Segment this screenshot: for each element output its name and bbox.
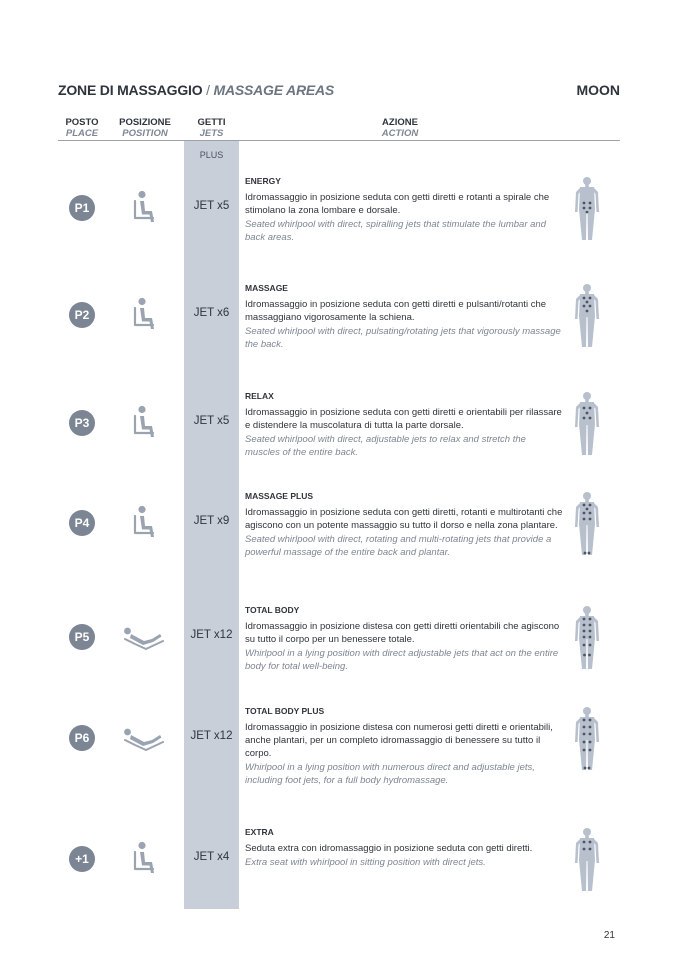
- jet-dot: [589, 749, 592, 752]
- program-name: ENERGY: [245, 176, 281, 186]
- jet-dot: [584, 552, 587, 555]
- massage-row: [0, 176, 678, 283]
- jet-dot: [589, 719, 592, 722]
- jet-dot: [583, 417, 586, 420]
- seated-position-icon: [122, 503, 166, 543]
- place-badge: P5: [69, 624, 95, 650]
- header-divider: [58, 140, 620, 141]
- jet-dot: [583, 749, 586, 752]
- program-name: RELAX: [245, 391, 274, 401]
- jet-dot: [589, 644, 592, 647]
- jet-dot: [589, 297, 592, 300]
- jet-dot: [583, 644, 586, 647]
- place-badge: P1: [69, 195, 95, 221]
- jet-dot: [583, 305, 586, 308]
- jet-dot: [589, 417, 592, 420]
- description-italian: Idromassaggio in posizione seduta con getti diretti e pulsanti/rotanti che massaggiano vigorosamente la schiena.: [245, 299, 547, 323]
- jet-dot: [583, 741, 586, 744]
- action-description: [245, 283, 563, 351]
- jet-count: JET x9: [193, 515, 230, 527]
- jet-dot: [589, 624, 592, 627]
- jet-dot: [589, 841, 592, 844]
- jet-dot: [589, 202, 592, 205]
- massage-row: [0, 605, 678, 712]
- body-jets-figure-icon: [572, 283, 602, 349]
- brand-name: MOON: [576, 82, 620, 98]
- program-name: MASSAGE PLUS: [245, 491, 314, 501]
- place-badge: +1: [69, 846, 95, 872]
- massage-row: [0, 391, 678, 498]
- column-header-position-en: POSITION: [122, 128, 168, 139]
- program-name: TOTAL BODY PLUS: [245, 706, 325, 716]
- jet-dot: [589, 512, 592, 515]
- page-number: 21: [603, 930, 615, 941]
- jet-dot: [583, 719, 586, 722]
- page-title: [58, 82, 334, 98]
- action-description: [245, 176, 563, 244]
- body-jets-figure-icon: [572, 391, 602, 457]
- body-jets-figure-icon: [572, 706, 602, 772]
- column-header-place-it: POSTO: [65, 117, 99, 128]
- jet-dot: [589, 636, 592, 639]
- description-english: Extra seat with whirlpool in sitting position with direct jets.: [245, 857, 486, 868]
- jet-dot: [583, 848, 586, 851]
- description-english: Whirlpool in a lying position with numerous direct and adjustable jets, including foot jets, for a full body hydromassage.: [245, 762, 535, 786]
- jet-dot: [588, 552, 591, 555]
- jet-dot: [586, 310, 589, 313]
- jet-count: JET x12: [190, 730, 233, 742]
- massage-row: [0, 283, 678, 390]
- jet-dot: [589, 518, 592, 521]
- jet-count: JET x4: [193, 851, 230, 863]
- action-description: [245, 491, 563, 559]
- jet-dot: [589, 741, 592, 744]
- action-description: [245, 391, 563, 459]
- column-header-position: [116, 117, 174, 139]
- column-header-position-it: POSIZIONE: [119, 117, 171, 128]
- seated-position-icon: [122, 839, 166, 879]
- jet-dot: [586, 412, 589, 415]
- jet-dot: [589, 848, 592, 851]
- column-header-jets-it: GETTI: [197, 117, 226, 128]
- jet-dot: [583, 407, 586, 410]
- jet-dot: [588, 767, 591, 770]
- column-header-action-en: ACTION: [381, 128, 419, 139]
- description-english: Seated whirlpool with direct, rotating and multi-rotating jets that provide a powerful massage of the entire back and plantar.: [245, 534, 552, 558]
- place-badge: P3: [69, 410, 95, 436]
- jet-dot: [583, 726, 586, 729]
- jet-dot: [586, 211, 589, 214]
- program-name: EXTRA: [245, 827, 274, 837]
- program-name: MASSAGE: [245, 283, 288, 293]
- column-header-action-it: AZIONE: [382, 117, 418, 128]
- jet-dot: [583, 504, 586, 507]
- column-header-jets-en: JETS: [199, 128, 224, 139]
- jet-count: JET x5: [193, 200, 230, 212]
- column-header-place: [62, 117, 102, 139]
- column-header-jets: [184, 117, 239, 139]
- place-badge: P4: [69, 510, 95, 536]
- jet-dot: [583, 733, 586, 736]
- description-english: Seated whirlpool with direct, pulsating/rotating jets that vigorously massage the back.: [245, 326, 561, 350]
- lying-position-icon: [122, 718, 166, 758]
- title-english: MASSAGE AREAS: [213, 82, 335, 98]
- jet-dot: [583, 630, 586, 633]
- action-description: [245, 827, 563, 869]
- body-jets-figure-icon: [572, 176, 602, 242]
- jet-dot: [583, 841, 586, 844]
- jet-count: JET x5: [193, 415, 230, 427]
- lying-position-icon: [122, 617, 166, 657]
- seated-position-icon: [122, 403, 166, 443]
- jet-dot: [583, 618, 586, 621]
- jet-dot: [584, 767, 587, 770]
- jet-dot: [583, 636, 586, 639]
- jet-dot: [589, 733, 592, 736]
- jet-dot: [586, 301, 589, 304]
- description-italian: Idromassaggio in posizione distesa con numerosi getti diretti e orientabili, anche plantari, per un completo idromassaggio di benessere su tutto il corpo.: [245, 722, 553, 759]
- jet-dot: [589, 207, 592, 210]
- column-header-place-en: PLACE: [65, 128, 99, 139]
- seated-position-icon: [122, 295, 166, 335]
- jet-dot: [589, 305, 592, 308]
- jet-dot: [589, 407, 592, 410]
- description-english: Whirlpool in a lying position with direct adjustable jets that act on the entire body for total well-being.: [245, 648, 559, 672]
- jet-dot: [589, 504, 592, 507]
- description-italian: Idromassaggio in posizione seduta con getti diretti, rotanti e multirotanti che agiscono con un potente massaggio su tutto il dorso e nella zona plantare.: [245, 507, 563, 531]
- jet-dot: [586, 508, 589, 511]
- jet-count: JET x12: [190, 629, 233, 641]
- column-header-action: [340, 117, 460, 139]
- massage-row: [0, 491, 678, 598]
- massage-row: [0, 827, 678, 934]
- jet-dot: [589, 726, 592, 729]
- program-name: TOTAL BODY: [245, 605, 300, 615]
- jet-dot: [583, 518, 586, 521]
- description-italian: Idromassaggio in posizione seduta con getti diretti e rotanti a spirale che stimolano la zona lombare e dorsale.: [245, 192, 550, 216]
- jet-dot: [588, 654, 591, 657]
- plus-label: PLUS: [199, 150, 224, 160]
- body-jets-figure-icon: [572, 827, 602, 893]
- jet-count: JET x6: [193, 307, 230, 319]
- description-italian: Idromassaggio in posizione distesa con getti diretti orientabili che agiscono su tutto il corpo per un benessere totale.: [245, 621, 560, 645]
- jet-dot: [583, 297, 586, 300]
- jet-dot: [583, 654, 586, 657]
- jet-dot: [583, 512, 586, 515]
- description-italian: Seduta extra con idromassaggio in posizione seduta con getti diretti.: [245, 843, 533, 854]
- title-separator: /: [206, 82, 210, 98]
- description-italian: Idromassaggio in posizione seduta con getti diretti e orientabili per rilassare e distendere la muscolatura di tutta la parte dorsale.: [245, 407, 562, 431]
- jet-dot: [589, 630, 592, 633]
- body-jets-figure-icon: [572, 491, 602, 557]
- jet-dot: [583, 202, 586, 205]
- action-description: [245, 706, 563, 787]
- action-description: [245, 605, 563, 673]
- seated-position-icon: [122, 188, 166, 228]
- place-badge: P2: [69, 302, 95, 328]
- title-italian: ZONE DI MASSAGGIO: [58, 82, 203, 98]
- jet-dot: [583, 207, 586, 210]
- description-english: Seated whirlpool with direct, adjustable jets to relax and stretch the muscles of the entire back.: [245, 434, 526, 458]
- jet-dot: [583, 624, 586, 627]
- massage-row: [0, 706, 678, 813]
- place-badge: P6: [69, 725, 95, 751]
- body-jets-figure-icon: [572, 605, 602, 671]
- jet-dot: [589, 618, 592, 621]
- description-english: Seated whirlpool with direct, spiralling jets that stimulate the lumbar and back areas.: [245, 219, 546, 243]
